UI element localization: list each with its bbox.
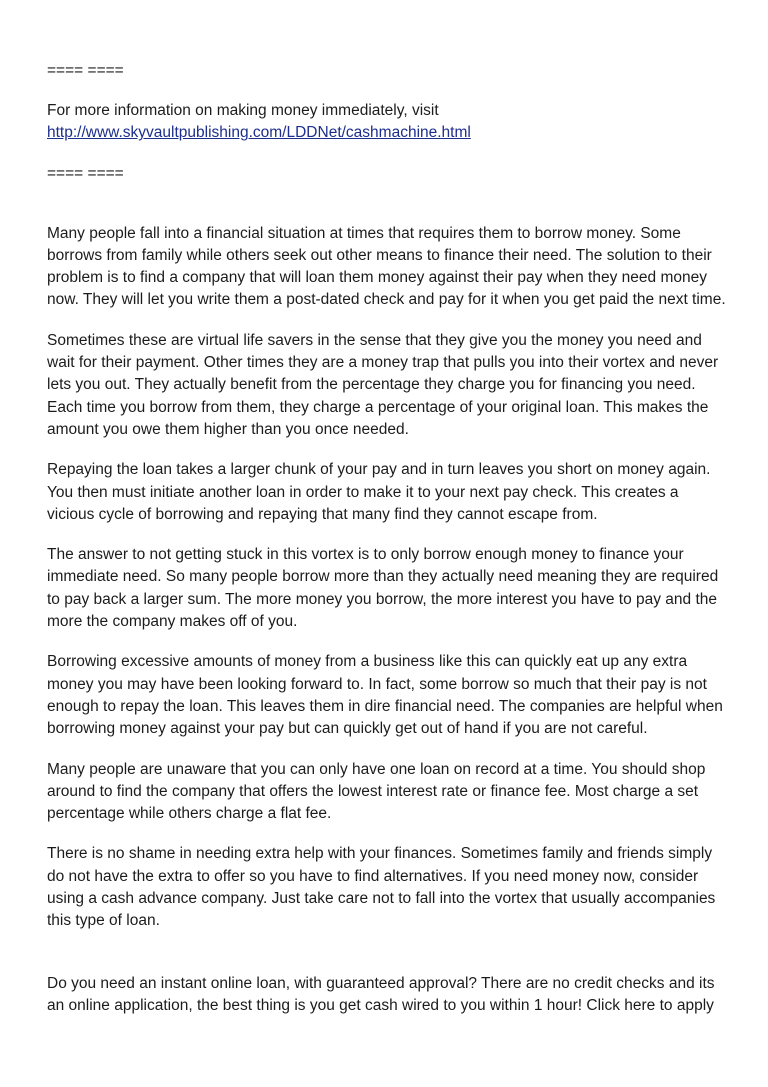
paragraph-6: Many people are unaware that you can only have one loan on record at a time. You should shop around to find the company that offers the lowest interest rate or finance fee. Most charge a set percentage while others charge a flat fee. — [47, 760, 706, 823]
paragraph-2: Sometimes these are virtual life savers in the sense that they give you the money you need and wait for their payment. Other times they are a money trap that pulls you into their vortex and never lets you out. They actually benefit from the percentage they charge you for financing you need. Each time you borrow from them, they charge a percentage of your original loan. This makes the amount you owe them higher than you once needed. — [47, 331, 719, 438]
paragraph-7: There is no shame in needing extra help with your finances. Sometimes family and friends simply do not have the extra to offer so you have to find alternatives. If you need money now, consider using a cash advance company. Just take care not to fall into the vortex that usually accompanies this type of loan. — [47, 845, 716, 930]
footer-paragraph: Do you need an instant online loan, with guaranteed approval? There are no credit checks and its an online application, the best thing is you get cash wired to you within 1 hour! Click here to apply — [47, 974, 715, 1014]
paragraph-3: Repaying the loan takes a larger chunk of your pay and in turn leaves you short on money again. You then must initiate another loan in order to make it to your next pay check. This creates a vicious cycle of borrowing and repaying that many find they cannot escape from. — [47, 461, 711, 523]
divider-bottom: ==== ==== — [47, 164, 124, 182]
info-link[interactable]: http://www.skyvaultpublishing.com/LDDNet/cashmachine.html — [47, 124, 471, 142]
info-text: For more information on making money immediately, visit — [47, 102, 439, 119]
divider-top: ==== ==== — [47, 62, 124, 79]
paragraph-4: The answer to not getting stuck in this vortex is to only borrow enough money to finance your immediate need. So many people borrow more than they actually need meaning they are required to pay back a larger sum. The more money you borrow, the more interest you have to pay and the more the company makes off of you. — [47, 546, 719, 631]
paragraph-1: Many people fall into a financial situation at times that requires them to borrow money. Some borrows from family while others seek out other means to finance their need. The solution to their problem is to find a company that will loan them money against their pay when they need money now. They will let you write them a post-dated check and pay for it when you get paid the next time. — [47, 224, 726, 309]
paragraph-5: Borrowing excessive amounts of money from a business like this can quickly eat up any extra money you may have been looking forward to. In fact, some borrow so much that their pay is not enough to repay the loan. This leaves them in dire financial need. The companies are helpful when borrowing money against your pay but can quickly get out of hand if you are not careful. — [47, 653, 723, 738]
